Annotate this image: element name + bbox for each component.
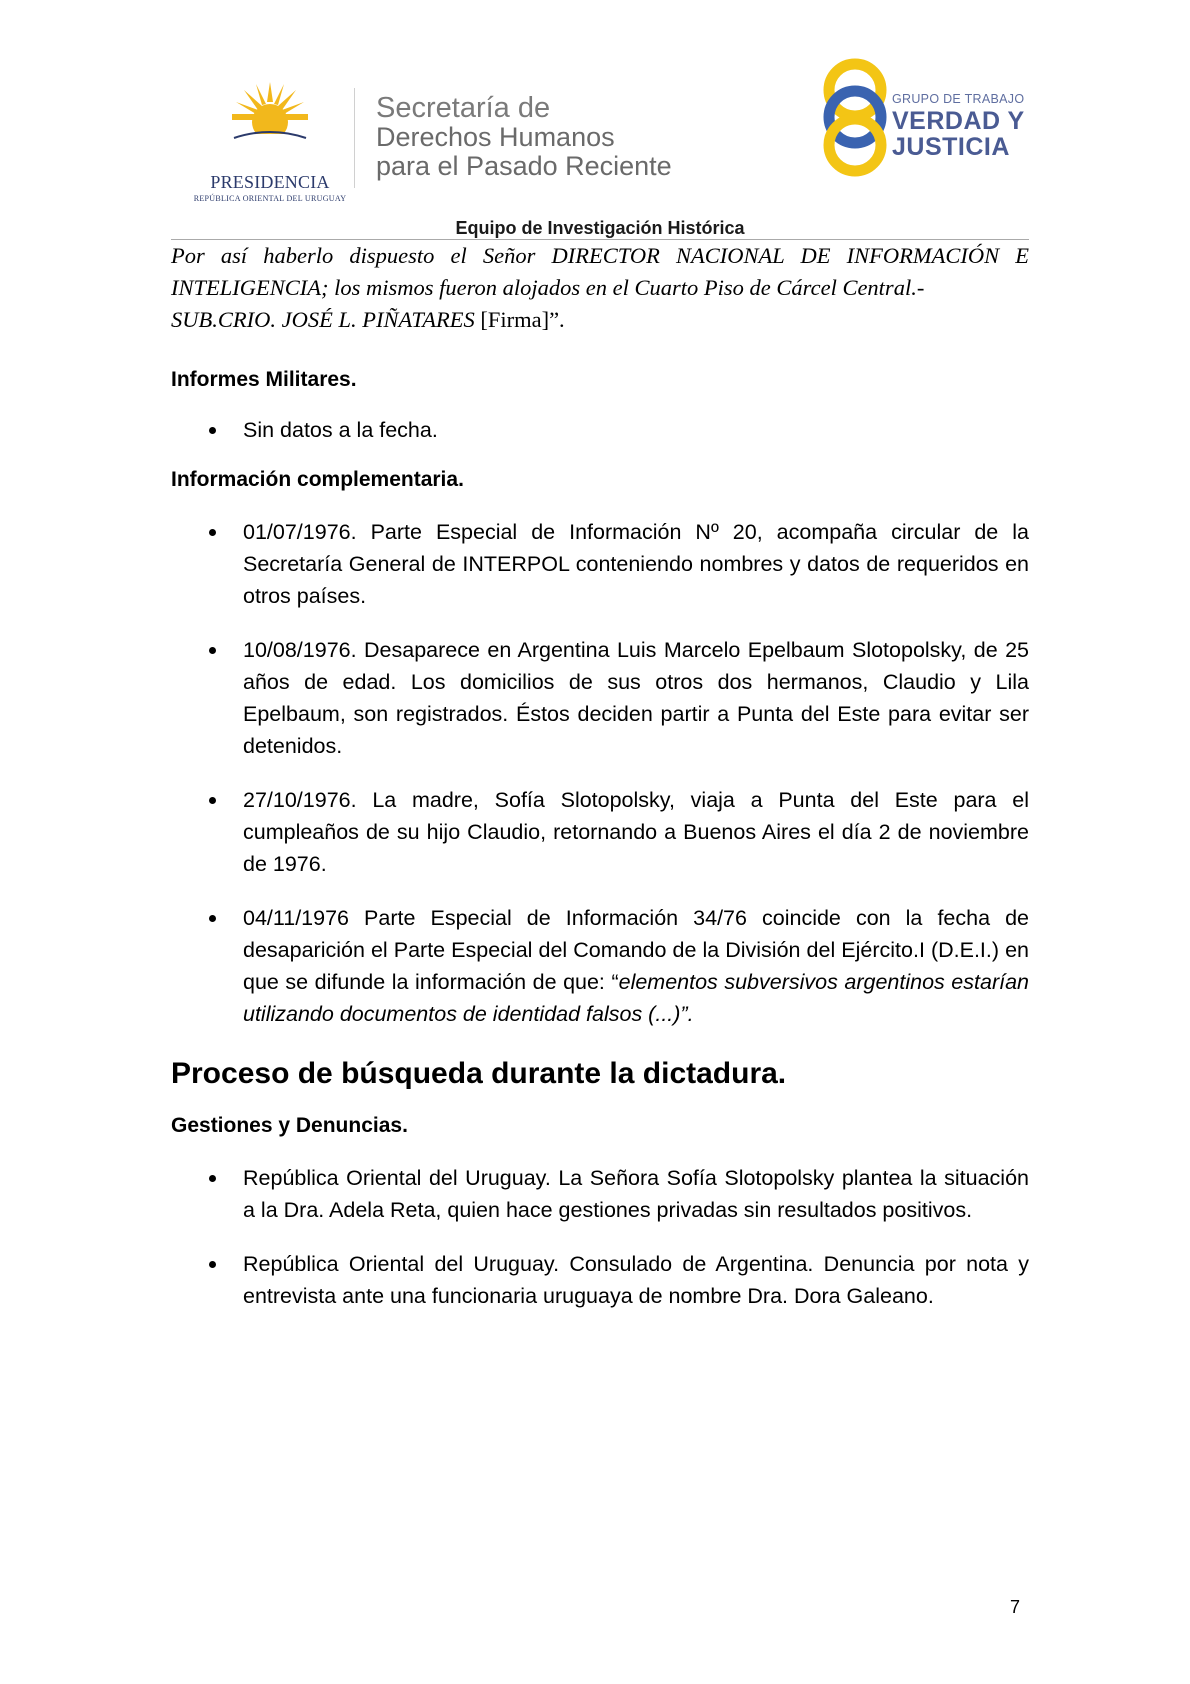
list-item <box>171 634 1029 762</box>
page-header <box>190 50 1030 203</box>
bullet-icon <box>209 647 216 654</box>
list-item-text: 01/07/1976. Parte Especial de Información Nº 20, acompaña circular de la Secretaría General de INTERPOL conteniendo nombres y datos de requeridos en otros países. <box>243 520 1029 608</box>
list-item-text: República Oriental del Uruguay. La Señora Sofía Slotopolsky plantea la situación a la Dra. Adela Reta, quien hace gestiones privadas sin resultados positivos. <box>243 1166 1029 1222</box>
bullet-icon <box>209 1175 216 1182</box>
list-item <box>171 1248 1029 1312</box>
list-item-quote: elementos subversivos argentinos estarían utilizando documentos de identidad falsos (...)”. <box>243 970 1029 1026</box>
list-informacion-complementaria <box>171 516 1029 1030</box>
header-divider <box>354 88 355 188</box>
heading-gestiones-denuncias: Gestiones y Denuncias. <box>171 1114 408 1137</box>
bullet-icon <box>209 529 216 536</box>
grupo-trabajo-title-2: JUSTICIA <box>892 133 1010 161</box>
list-item-text: República Oriental del Uruguay. Consulado de Argentina. Denuncia por nota y entrevista ante una funcionaria uruguaya de nombre Dra. Dora Galeano. <box>243 1252 1029 1308</box>
bullet-icon <box>209 1261 216 1268</box>
list-item-text: 27/10/1976. La madre, Sofía Slotopolsky, viaja a Punta del Este para el cumpleaños de su hijo Claudio, retornando a Buenos Aires el día 2 de noviembre de 1976. <box>243 788 1029 876</box>
bullet-icon <box>209 915 216 922</box>
quote-signature: SUB.CRIO. JOSÉ L. PIÑATARES <box>171 307 475 332</box>
grupo-trabajo-logo <box>820 55 1030 180</box>
secretaria-line-1: Secretaría de <box>376 92 551 124</box>
list-item-text: Sin datos a la fecha. <box>243 418 438 442</box>
list-item <box>171 784 1029 880</box>
secretaria-line-2: Derechos Humanos <box>376 122 615 152</box>
heading-informacion-complementaria: Información complementaria. <box>171 468 464 491</box>
list-item <box>171 414 1029 446</box>
list-item <box>171 516 1029 612</box>
bullet-icon <box>209 427 216 434</box>
sun-emblem-icon <box>232 80 308 146</box>
grupo-trabajo-title-1: VERDAD Y <box>892 107 1025 135</box>
list-gestiones-denuncias <box>171 1162 1029 1312</box>
list-item <box>171 902 1029 1030</box>
heading-informes-militares: Informes Militares. <box>171 368 357 391</box>
presidencia-subtitle: REPÚBLICA ORIENTAL DEL URUGUAY <box>193 194 347 203</box>
secretaria-wordmark <box>376 94 672 181</box>
secretaria-line-3: para el Pasado Reciente <box>376 151 672 181</box>
list-item <box>171 1162 1029 1226</box>
page-number: 7 <box>1010 1597 1021 1617</box>
list-informes-militares <box>171 414 1029 446</box>
team-title: Equipo de Investigación Histórica <box>455 218 745 238</box>
quote-signature-mark: [Firma]”. <box>474 307 565 332</box>
list-item-text: 10/08/1976. Desaparece en Argentina Luis Marcelo Epelbaum Slotopolsky, de 25 años de edad. Los domicilios de sus otros dos hermanos, Claudio y Lila Epelbaum, son registrados. Éstos deciden partir a Punta del Este para evitar ser detenidos. <box>243 638 1029 758</box>
presidencia-wordmark: PRESIDENCIA <box>210 172 330 192</box>
document-body <box>171 240 1029 1312</box>
presidencia-logo <box>190 80 350 203</box>
quote-text: Por así haberlo dispuesto el Señor DIRECTOR NACIONAL DE INFORMACIÓN E INTELIGENCIA; los mismos fueron alojados en el Cuarto Piso de Cárcel Central.- <box>171 243 1029 300</box>
heading-proceso-busqueda: Proceso de búsqueda durante la dictadura. <box>171 1057 787 1090</box>
bullet-icon <box>209 797 216 804</box>
quoted-paragraph <box>171 240 1029 336</box>
list-item-text: 04/11/1976 Parte Especial de Información 34/76 coincide con la fecha de desaparición el Parte Especial del Comando de la División del Ejército.I (D.E.I.) en que se difunde la información de que: “ <box>243 906 1029 994</box>
interlocked-rings-icon <box>820 55 890 180</box>
grupo-trabajo-small-label: GRUPO DE TRABAJO <box>892 92 1025 106</box>
